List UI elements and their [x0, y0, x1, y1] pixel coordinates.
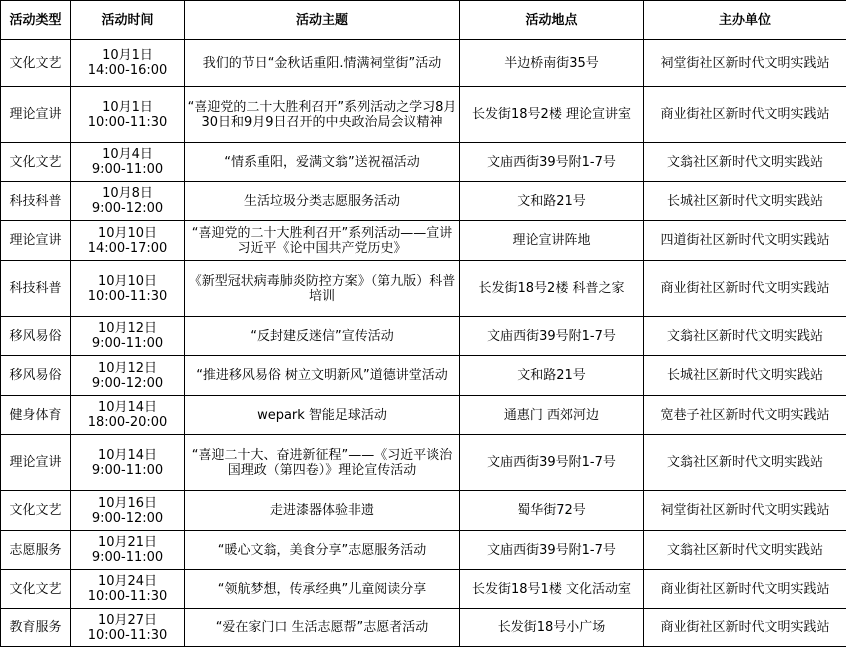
- cell-date-text: 10月12日: [97, 360, 158, 376]
- cell-theme: “爱在家门口 生活志愿帮”志愿者活动: [185, 609, 460, 647]
- cell-time-text: 9:00-12:00: [91, 375, 164, 391]
- cell-type: 文化文艺: [1, 570, 71, 609]
- cell-type: 健身体育: [1, 396, 71, 435]
- cell-type: 移风易俗: [1, 356, 71, 396]
- cell-theme: wepark 智能足球活动: [185, 396, 460, 435]
- table-row: [1, 182, 846, 221]
- cell-place: 理论宣讲阵地: [460, 221, 644, 261]
- cell-theme: “领航梦想，传承经典”儿童阅读分享: [185, 570, 460, 609]
- table-row: [1, 396, 846, 435]
- cell-date-text: 10月24日: [97, 574, 158, 589]
- cell-place: 长发街18号1楼 文化活动室: [460, 570, 644, 609]
- cell-time: [71, 182, 185, 221]
- table-row: [1, 570, 846, 609]
- cell-time-text: 10:00-11:30: [87, 114, 168, 130]
- cell-time-text: 10:00-11:30: [87, 589, 168, 604]
- cell-date-text: 10月14日: [97, 447, 158, 463]
- cell-host: 祠堂街社区新时代文明实践站: [644, 40, 846, 87]
- cell-time: [71, 40, 185, 87]
- cell-host: 宽巷子社区新时代文明实践站: [644, 396, 846, 435]
- cell-theme: “推进移风易俗 树立文明新风”道德讲堂活动: [185, 356, 460, 396]
- cell-type: 文化文艺: [1, 40, 71, 87]
- table-row: [1, 221, 846, 261]
- cell-time: [71, 609, 185, 647]
- cell-date-text: 10月14日: [97, 400, 158, 415]
- cell-type: 志愿服务: [1, 531, 71, 570]
- cell-type: 科技科普: [1, 182, 71, 221]
- cell-date-text: 10月1日: [102, 99, 153, 115]
- cell-theme: 我们的节日“金秋话重阳.情满祠堂街”活动: [185, 40, 460, 87]
- cell-theme: 生活垃圾分类志愿服务活动: [185, 182, 460, 221]
- cell-time-text: 9:00-11:00: [91, 462, 164, 478]
- cell-place: 文和路21号: [460, 356, 644, 396]
- cell-time: [71, 396, 185, 435]
- cell-host: 文翁社区新时代文明实践站: [644, 435, 846, 491]
- cell-theme: “反封建反迷信”宣传活动: [185, 317, 460, 356]
- cell-time-text: 14:00-17:00: [87, 240, 168, 256]
- cell-place: 文庙西街39号附1-7号: [460, 317, 644, 356]
- cell-theme: 《新型冠状病毒肺炎防控方案》（第九版）科普培训: [185, 261, 460, 317]
- cell-date-text: 10月10日: [97, 225, 158, 241]
- table-row: [1, 531, 846, 570]
- cell-time-text: 9:00-12:00: [91, 510, 164, 526]
- cell-host: 文翁社区新时代文明实践站: [644, 317, 846, 356]
- cell-date-text: 10月27日: [97, 612, 158, 628]
- cell-place: 文庙西街39号附1-7号: [460, 435, 644, 491]
- cell-date-text: 10月12日: [97, 321, 158, 336]
- cell-place: 半边桥南街35号: [460, 40, 644, 87]
- cell-place: 文和路21号: [460, 182, 644, 221]
- table-row: [1, 143, 846, 182]
- cell-type: 理论宣讲: [1, 87, 71, 143]
- cell-time: [71, 491, 185, 531]
- header-place: 活动地点: [460, 1, 644, 40]
- table-row: [1, 87, 846, 143]
- cell-time: [71, 317, 185, 356]
- cell-host: 长城社区新时代文明实践站: [644, 182, 846, 221]
- cell-time-text: 14:00-16:00: [87, 63, 168, 78]
- cell-time-text: 10:00-11:30: [87, 627, 168, 643]
- table-row: [1, 435, 846, 491]
- cell-host: 文翁社区新时代文明实践站: [644, 143, 846, 182]
- cell-time: [71, 570, 185, 609]
- cell-time: [71, 356, 185, 396]
- cell-date-text: 10月1日: [102, 48, 153, 63]
- cell-place: 文庙西街39号附1-7号: [460, 531, 644, 570]
- cell-time: [71, 261, 185, 317]
- cell-theme: “喜迎党的二十大胜利召开”系列活动之学习8月30日和9月9日召开的中央政治局会议精神: [185, 87, 460, 143]
- header-type: 活动类型: [1, 1, 71, 40]
- cell-host: 商业街社区新时代文明实践站: [644, 261, 846, 317]
- cell-time: [71, 221, 185, 261]
- cell-time: [71, 143, 185, 182]
- cell-date-text: 10月16日: [97, 495, 158, 511]
- table-row: [1, 356, 846, 396]
- table-body: [1, 40, 846, 647]
- cell-type: 理论宣讲: [1, 435, 71, 491]
- cell-place: 通惠门 西郊河边: [460, 396, 644, 435]
- cell-date-text: 10月10日: [97, 273, 158, 289]
- cell-date-text: 10月4日: [102, 147, 153, 162]
- cell-host: 长城社区新时代文明实践站: [644, 356, 846, 396]
- table-row: [1, 261, 846, 317]
- cell-theme: “喜迎二十大、奋进新征程”——《习近平谈治国理政（第四卷）》理论宣传活动: [185, 435, 460, 491]
- cell-time: [71, 531, 185, 570]
- cell-time-text: 9:00-11:00: [91, 550, 164, 565]
- header-host: 主办单位: [644, 1, 846, 40]
- cell-place: 文庙西街39号附1-7号: [460, 143, 644, 182]
- header-theme: 活动主题: [185, 1, 460, 40]
- cell-type: 科技科普: [1, 261, 71, 317]
- cell-theme: 走进漆器体验非遗: [185, 491, 460, 531]
- cell-time: [71, 435, 185, 491]
- cell-host: 商业街社区新时代文明实践站: [644, 609, 846, 647]
- cell-type: 理论宣讲: [1, 221, 71, 261]
- cell-time-text: 18:00-20:00: [87, 415, 168, 430]
- cell-date-text: 10月8日: [102, 186, 153, 201]
- cell-time-text: 9:00-12:00: [91, 201, 164, 216]
- cell-type: 文化文艺: [1, 491, 71, 531]
- cell-place: 蜀华街72号: [460, 491, 644, 531]
- table-row: [1, 491, 846, 531]
- cell-host: 文翁社区新时代文明实践站: [644, 531, 846, 570]
- cell-type: 教育服务: [1, 609, 71, 647]
- header-time: 活动时间: [71, 1, 185, 40]
- cell-time-text: 9:00-11:00: [91, 162, 164, 177]
- cell-host: 祠堂街社区新时代文明实践站: [644, 491, 846, 531]
- cell-date-text: 10月21日: [97, 535, 158, 550]
- cell-host: 四道街社区新时代文明实践站: [644, 221, 846, 261]
- cell-place: 长发街18号2楼 科普之家: [460, 261, 644, 317]
- cell-place: 长发街18号小广场: [460, 609, 644, 647]
- cell-time-text: 10:00-11:30: [87, 288, 168, 304]
- cell-theme: “情系重阳，爱满文翁”送祝福活动: [185, 143, 460, 182]
- cell-theme: “喜迎党的二十大胜利召开”系列活动——宣讲习近平《论中国共产党历史》: [185, 221, 460, 261]
- cell-theme: “暖心文翁，美食分享”志愿服务活动: [185, 531, 460, 570]
- header-row: [1, 1, 846, 40]
- cell-host: 商业街社区新时代文明实践站: [644, 87, 846, 143]
- cell-type: 文化文艺: [1, 143, 71, 182]
- table-row: [1, 317, 846, 356]
- cell-host: 商业街社区新时代文明实践站: [644, 570, 846, 609]
- cell-time: [71, 87, 185, 143]
- cell-type: 移风易俗: [1, 317, 71, 356]
- table-row: [1, 40, 846, 87]
- cell-time-text: 9:00-11:00: [91, 336, 164, 351]
- table-row: [1, 609, 846, 647]
- cell-place: 长发街18号2楼 理论宣讲室: [460, 87, 644, 143]
